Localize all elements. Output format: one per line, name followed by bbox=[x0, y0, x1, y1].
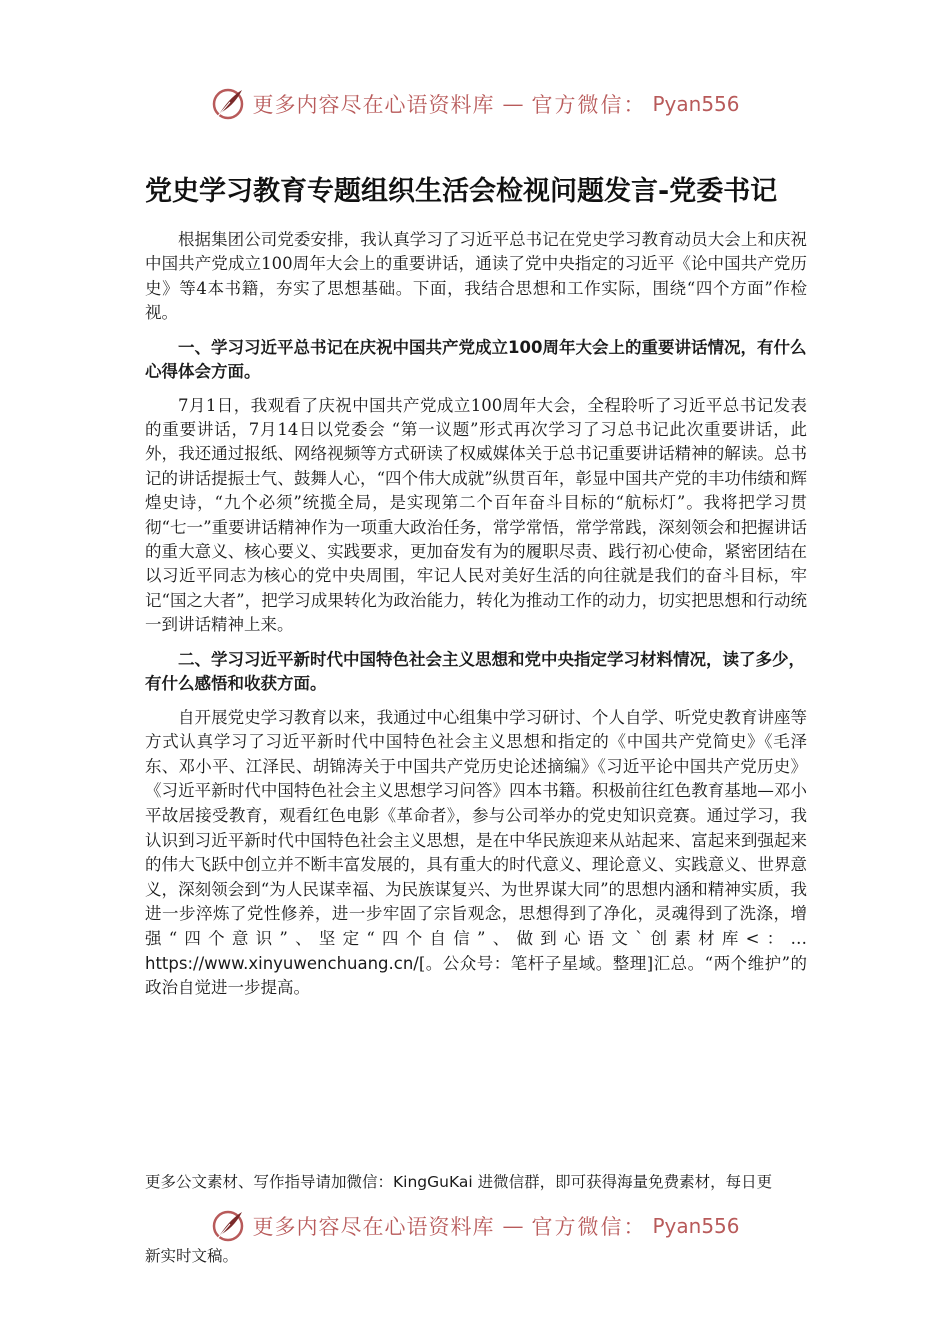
banner-wechat-id: Pyan556 bbox=[652, 92, 740, 116]
footer-line-2: 新实时文稿。 bbox=[145, 1247, 239, 1265]
footer-suffix: 进微信群，即可获得海量免费素材，每日更 bbox=[472, 1173, 773, 1191]
intro-paragraph: 根据集团公司党委安排，我认真学习了习近平总书记在党史学习教育动员大会上和庆祝中国共产党成立100周年大会上的重要讲话，通读了党中央指定的习近平《论中国共产党历史》等4本书籍，夯实了思想基础。下面，我结合思想和工作实际，围绕“四个方面”作检视。 bbox=[145, 230, 807, 323]
footer-wechat-id: KingGuKai bbox=[393, 1173, 473, 1191]
section-2-body bbox=[145, 706, 807, 1001]
footer-line-1 bbox=[145, 1170, 807, 1194]
section-2-url[interactable]: https://www.xinyuwenchuang.cn/ bbox=[145, 953, 419, 973]
banner-text: 更多内容尽在心语资料库 bbox=[252, 93, 495, 117]
section-2-text-b: [。公众号：笔杆子星域。整理]汇总。“两个维护”的政治自觉进一步提高。 bbox=[145, 953, 807, 998]
document-body bbox=[145, 170, 807, 1011]
section-1-body: 7月1日，我观看了庆祝中国共产党成立100周年大会，全程聆听了习近平总书记发表的重要讲话，7月14日以党委会 “第一议题”形式再次学习了习总书记此次重要讲话，此外，我还通过报纸、网络视频等方式研读了权威媒体关于总书记重要讲话精神的解读。总书记的讲话提振士气、鼓舞人心，“四个伟大成就”纵贯百年，彰显中国共产党的丰功伟绩和辉煌史诗，“九个必须”统揽全局，是实现第二个百年奋斗目标的“航标灯”。我将把学习贯彻“七一”重要讲话精神作为一项重大政治任务，常学常悟，常学常践，深刻领会和把握讲话的重大意义、核心要义、实践要求，更加奋发有为的履职尽责、践行初心使命，紧密团结在以习近平同志为核心的党中央周围，牢记人民对美好生活的向往就是我们的奋斗目标，牢记“国之大者”，把学习成果转化为政治能力，转化为推动工作的动力，切实把思想和行动统一到讲话精神上来。 bbox=[145, 395, 807, 635]
section-1-heading: 一、学习习近平总书记在庆祝中国共产党成立100周年大会上的重要讲话情况，有什么心得体会方面。 bbox=[145, 337, 807, 381]
page-title: 党史学习教育专题组织生活会检视问题发言-党委书记 bbox=[145, 176, 778, 207]
section-2-text-a: 自开展党史学习教育以来，我通过中心组集中学习研讨、个人自学、听党史教育讲座等方式认真学习了习近平新时代中国特色社会主义思想和指定的《中国共产党简史》《毛泽东、邓小平、江泽民、胡锦涛关于中国共产党历史论述摘编》《习近平论中国共产党历史》《习近平新时代中国特色社会主义思想学习问答》四本书籍。积极前往红色教育基地—邓小平故居接受教育，观看红色电影《革命者》，参与公司举办的党史知识竞赛。通过学习，我认识到习近平新时代中国特色社会主义思想，是在中华民族迎来从站起来、富起来到强起来的伟大飞跃中创立并不断丰富发展的，具有重大的时代意义、理论意义、实践意义、世界意义，深刻领会到“为人民谋幸福、为民族谋复兴、为世界谋大同”的思想内涵和精神实质，我进一步淬炼了党性修养，进一步牢固了宗旨观念，思想得到了净化，灵魂得到了洗涤，增强“四个意识”、坚定“四个自信”、做到心语文`创素材库<：… bbox=[145, 707, 807, 949]
bottom-banner bbox=[0, 1208, 950, 1244]
banner-separator: — bbox=[502, 92, 524, 116]
footer-prefix: 更多公文素材、写作指导请加微信： bbox=[145, 1173, 394, 1191]
banner-wechat-label: 官方微信： bbox=[531, 1215, 647, 1239]
banner-wechat-label: 官方微信： bbox=[531, 93, 647, 117]
top-banner bbox=[0, 86, 950, 122]
feather-pen-icon bbox=[210, 1208, 246, 1244]
feather-pen-icon bbox=[210, 86, 246, 122]
banner-text: 更多内容尽在心语资料库 bbox=[252, 1215, 495, 1239]
section-2-heading: 二、学习习近平新时代中国特色社会主义思想和党中央指定学习材料情况，读了多少，有什么感悟和收获方面。 bbox=[145, 649, 805, 693]
banner-wechat-id: Pyan556 bbox=[652, 1214, 740, 1238]
banner-separator: — bbox=[502, 1214, 524, 1238]
